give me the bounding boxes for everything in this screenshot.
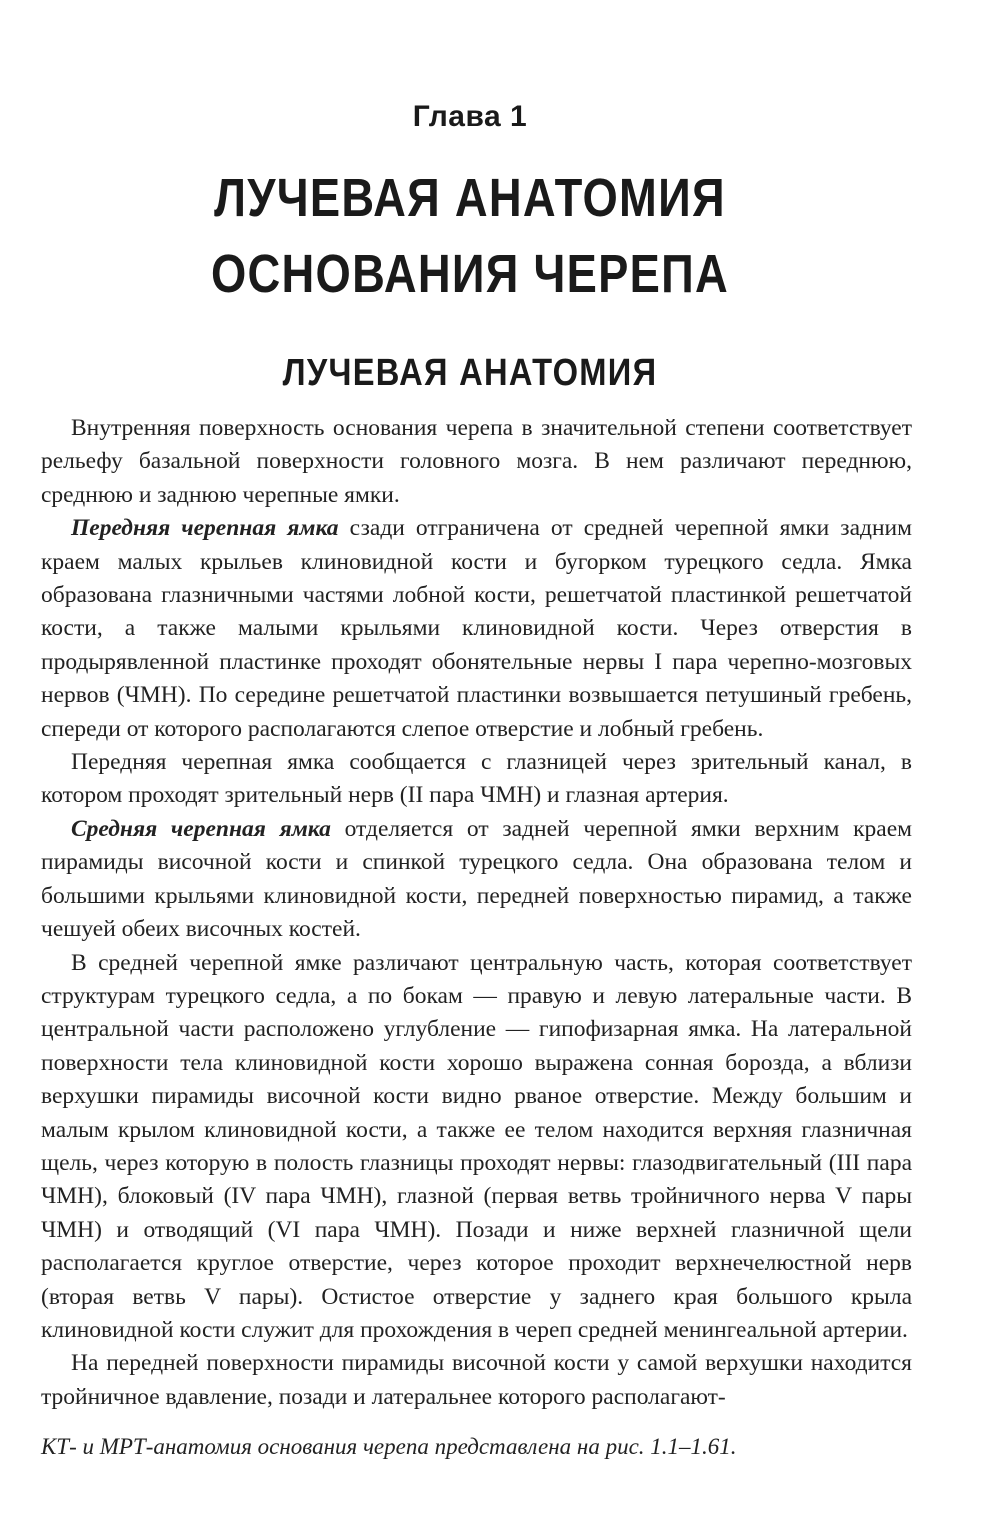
paragraph	[41, 947, 912, 1348]
paragraph-text: Внутренняя поверхность основания черепа в значительной степени соответствует рельефу базальной поверхности головного мозга. В нем различают переднюю, среднюю и заднюю черепные ямки.	[41, 415, 912, 508]
footnote: КТ- и МРТ-анатомия основания черепа представлена на рис. 1.1–1.61.	[41, 1434, 737, 1459]
chapter-title	[75, 160, 865, 312]
chapter-title-line-1: ЛУЧЕВАЯ АНАТОМИЯ	[214, 168, 726, 228]
section-title: ЛУЧЕВАЯ АНАТОМИЯ	[282, 352, 658, 394]
chapter-title-line-2: ОСНОВАНИЯ ЧЕРЕПА	[210, 244, 730, 304]
chapter-label: Глава 1	[412, 100, 528, 133]
paragraph	[41, 412, 912, 512]
term-anterior-fossa: Передняя черепная ямка	[71, 515, 339, 542]
body-text	[41, 412, 912, 1414]
paragraph-text: На передней поверхности пирамиды височной кости у самой верхушки находится тройничное вдавление, позади и латеральнее которого располагают-	[41, 1350, 912, 1410]
paragraph-text: В средней черепной ямке различают центральную часть, которая соответствует структурам турецкого седла, а по бокам — правую и левую латеральные части. В центральной части расположено углубление — гипофизарная ямка. На латеральной поверхности тела клиновидной кости хорошо выражена сонная борозда, а вблизи верхушки пирамиды височной кости видно рваное отверстие. Между большим и малым крылом клиновидной кости, а также ее телом находится верхняя глазничная щель, через которую в полость глазницы проходят нервы: глазодвигательный (III пара ЧМН), блоковый (IV пара ЧМН), глазной (первая ветвь тройничного нерва V пары ЧМН) и отводящий (VI пара ЧМН). Позади и ниже верхней глазничной щели располагается круглое отверстие, через которое проходит верхнечелюстной нерв (вторая ветвь V пары). Остистое отверстие у заднего края большого крыла клиновидной кости служит для прохождения в череп средней менингеальной артерии.	[41, 949, 912, 1343]
paragraph	[41, 1347, 912, 1414]
paragraph	[41, 813, 912, 947]
paragraph-text: сзади отграничена от средней черепной ямки задним краем малых крыльев клиновидной кости и бугорком турецкого седла. Ямка образована глазничными частями лобной кости, решетчатой пластинкой решетчатой кости, а также малыми крыльями клиновидной кости. Через отверстия в продырявленной пластинке проходят обонятельные нервы I пара черепно-мозговых нервов (ЧМН). По середине решетчатой пластинки возвышается петушиный гребень, спереди от которого располагаются слепое отверстие и лобный гребень.	[41, 515, 912, 742]
paragraph	[41, 746, 912, 813]
paragraph-text: Передняя черепная ямка сообщается с глазницей через зрительный канал, в котором проходят зрительный нерв (II пара ЧМН) и глазная артерия.	[41, 749, 912, 809]
paragraph	[41, 512, 912, 746]
paragraph-text: отделяется от задней черепной ямки верхним краем пирамиды височной кости и спинкой турецкого седла. Она образована телом и большими крыльями клиновидной кости, передней поверхностью пирамид, а также чешуей обеих височных костей.	[41, 815, 912, 943]
term-middle-fossa: Средняя черепная ямка	[71, 815, 331, 842]
